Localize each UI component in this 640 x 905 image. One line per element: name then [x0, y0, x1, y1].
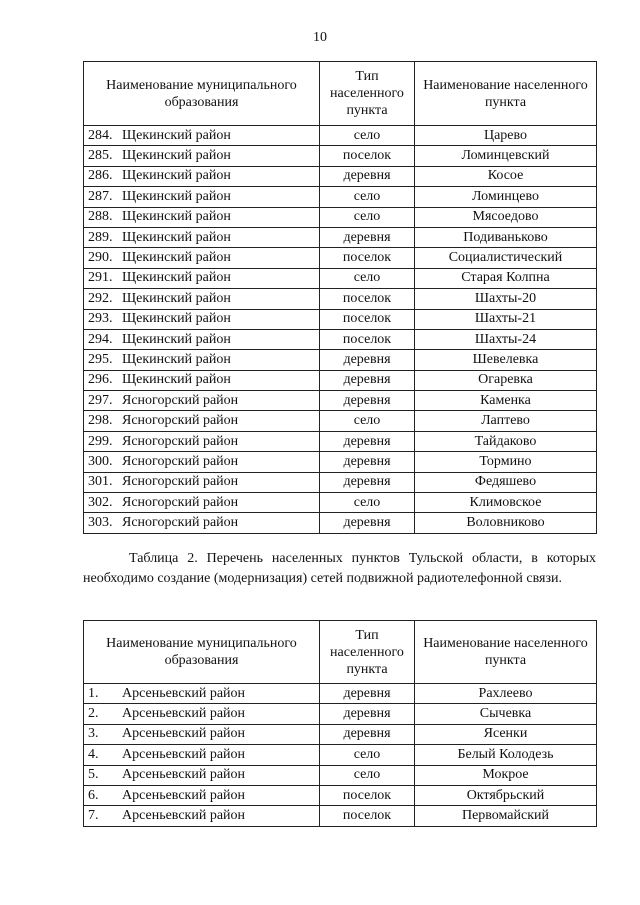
settlement-type-cell: село [320, 126, 415, 146]
row-number: 1. [88, 685, 99, 701]
municipality-cell [84, 227, 320, 247]
table-row [84, 411, 597, 431]
row-number: 289. [88, 229, 113, 245]
settlement-type-cell: поселок [320, 248, 415, 268]
settlement-type-cell: поселок [320, 146, 415, 166]
municipality-name: Щекинский район [122, 148, 231, 164]
settlement-name-cell: Ломинцево [415, 187, 597, 207]
row-number: 290. [88, 250, 113, 266]
settlement-type-cell: деревня [320, 431, 415, 451]
settlement-type-cell: поселок [320, 806, 415, 826]
municipality-cell [84, 248, 320, 268]
table-row [84, 207, 597, 227]
settlements-table-1 [83, 61, 597, 534]
settlement-type-cell: деревня [320, 227, 415, 247]
municipality-name: Щекинский район [122, 351, 231, 367]
municipality-name: Арсеньевский район [122, 787, 246, 803]
municipality-cell [84, 785, 320, 805]
row-number: 302. [88, 494, 113, 510]
table-row [84, 289, 597, 309]
table-header-row [84, 621, 597, 684]
settlement-type-cell: деревня [320, 391, 415, 411]
table-row [84, 513, 597, 533]
settlement-type-cell: деревня [320, 166, 415, 186]
settlement-type-cell: село [320, 207, 415, 227]
municipality-name: Щекинский район [122, 372, 231, 388]
settlement-name-cell: Каменка [415, 391, 597, 411]
settlement-name-cell: Белый Колодезь [415, 745, 597, 765]
header-settlement-type: Тип населенного пункта [320, 62, 415, 126]
table-row [84, 146, 597, 166]
table-row [84, 391, 597, 411]
settlement-name-cell: Социалистический [415, 248, 597, 268]
header-settlement-name: Наименование населенного пункта [415, 621, 597, 684]
row-number: 293. [88, 311, 113, 327]
municipality-name: Щекинский район [122, 331, 231, 347]
settlement-type-cell: поселок [320, 785, 415, 805]
row-number: 284. [88, 127, 113, 143]
municipality-name: Ясногорский район [122, 515, 239, 531]
municipality-name: Щекинский район [122, 168, 231, 184]
municipality-name: Арсеньевский район [122, 685, 246, 701]
settlement-name-cell: Подиваньково [415, 227, 597, 247]
row-number: 7. [88, 808, 99, 824]
settlement-type-cell: село [320, 765, 415, 785]
municipality-cell [84, 684, 320, 704]
table-row [84, 248, 597, 268]
municipality-name: Щекинский район [122, 311, 231, 327]
table-2-caption: Таблица 2. Перечень населенных пунктов Тульской области, в которых необходимо создание (модернизация) сетей подвижной радиотелефонной связи. [83, 551, 596, 586]
table-row [84, 227, 597, 247]
table-row [84, 724, 597, 744]
municipality-cell [84, 350, 320, 370]
settlement-type-cell: деревня [320, 724, 415, 744]
settlement-type-cell: село [320, 187, 415, 207]
settlement-type-cell: село [320, 268, 415, 288]
municipality-name: Ясногорский район [122, 494, 239, 510]
municipality-cell [84, 704, 320, 724]
municipality-name: Ясногорский район [122, 453, 239, 469]
settlement-name-cell: Первомайский [415, 806, 597, 826]
municipality-name: Арсеньевский район [122, 746, 246, 762]
settlement-type-cell: деревня [320, 452, 415, 472]
header-settlement-name: Наименование населенного пункта [415, 62, 597, 126]
settlement-name-cell: Ясенки [415, 724, 597, 744]
row-number: 296. [88, 372, 113, 388]
row-number: 292. [88, 290, 113, 306]
settlement-name-cell: Октябрьский [415, 785, 597, 805]
municipality-cell [84, 166, 320, 186]
table-row [84, 329, 597, 349]
settlement-name-cell: Шевелевка [415, 350, 597, 370]
municipality-name: Ясногорский район [122, 413, 239, 429]
row-number: 3. [88, 726, 99, 742]
row-number: 6. [88, 787, 99, 803]
settlement-name-cell: Тормино [415, 452, 597, 472]
municipality-name: Щекинский район [122, 229, 231, 245]
settlement-name-cell: Шахты-21 [415, 309, 597, 329]
page-number: 10 [313, 30, 327, 45]
table-row [84, 806, 597, 826]
table-row [84, 493, 597, 513]
municipality-name: Щекинский район [122, 188, 231, 204]
municipality-cell [84, 289, 320, 309]
header-municipality: Наименование муниципального образования [84, 621, 320, 684]
table-header-row [84, 62, 597, 126]
row-number: 295. [88, 351, 113, 367]
settlement-name-cell: Федяшево [415, 472, 597, 492]
settlement-name-cell: Мясоедово [415, 207, 597, 227]
municipality-name: Ясногорский район [122, 474, 239, 490]
row-number: 4. [88, 746, 99, 762]
row-number: 286. [88, 168, 113, 184]
table-row [84, 704, 597, 724]
settlement-type-cell: село [320, 411, 415, 431]
table-row [84, 472, 597, 492]
settlement-name-cell: Воловниково [415, 513, 597, 533]
municipality-name: Арсеньевский район [122, 767, 246, 783]
table-row [84, 187, 597, 207]
table-body [84, 684, 597, 827]
municipality-cell [84, 493, 320, 513]
header-municipality: Наименование муниципального образования [84, 62, 320, 126]
municipality-cell [84, 765, 320, 785]
row-number: 300. [88, 453, 113, 469]
municipality-name: Щекинский район [122, 250, 231, 266]
municipality-cell [84, 309, 320, 329]
row-number: 288. [88, 209, 113, 225]
municipality-cell [84, 126, 320, 146]
municipality-cell [84, 806, 320, 826]
municipality-cell [84, 724, 320, 744]
row-number: 303. [88, 515, 113, 531]
row-number: 5. [88, 767, 99, 783]
table-body [84, 126, 597, 534]
settlement-type-cell: поселок [320, 309, 415, 329]
settlement-type-cell: деревня [320, 684, 415, 704]
municipality-name: Щекинский район [122, 270, 231, 286]
settlement-type-cell: деревня [320, 472, 415, 492]
table-row [84, 765, 597, 785]
municipality-name: Ясногорский район [122, 433, 239, 449]
municipality-cell [84, 452, 320, 472]
row-number: 299. [88, 433, 113, 449]
municipality-cell [84, 745, 320, 765]
municipality-cell [84, 411, 320, 431]
settlement-type-cell: село [320, 745, 415, 765]
municipality-cell [84, 187, 320, 207]
settlement-name-cell: Шахты-24 [415, 329, 597, 349]
settlement-name-cell: Сычевка [415, 704, 597, 724]
table-row [84, 370, 597, 390]
municipality-name: Ясногорский район [122, 392, 239, 408]
table-row [84, 452, 597, 472]
settlement-type-cell: деревня [320, 370, 415, 390]
settlement-name-cell: Рахлеево [415, 684, 597, 704]
settlement-type-cell: село [320, 493, 415, 513]
municipality-name: Щекинский район [122, 290, 231, 306]
settlement-type-cell: деревня [320, 513, 415, 533]
row-number: 287. [88, 188, 113, 204]
settlement-name-cell: Шахты-20 [415, 289, 597, 309]
table-row [84, 684, 597, 704]
table-row [84, 268, 597, 288]
municipality-cell [84, 268, 320, 288]
settlement-type-cell: деревня [320, 350, 415, 370]
settlement-name-cell: Ломинцевский [415, 146, 597, 166]
row-number: 2. [88, 706, 99, 722]
settlement-name-cell: Мокрое [415, 765, 597, 785]
municipality-name: Щекинский район [122, 209, 231, 225]
municipality-cell [84, 207, 320, 227]
municipality-name: Арсеньевский район [122, 726, 246, 742]
settlement-name-cell: Царево [415, 126, 597, 146]
table-row [84, 166, 597, 186]
header-settlement-type: Тип населенного пункта [320, 621, 415, 684]
table-row [84, 745, 597, 765]
municipality-cell [84, 146, 320, 166]
municipality-name: Щекинский район [122, 127, 231, 143]
settlement-type-cell: поселок [320, 289, 415, 309]
row-number: 297. [88, 392, 113, 408]
settlement-name-cell: Лаптево [415, 411, 597, 431]
municipality-name: Арсеньевский район [122, 706, 246, 722]
settlement-type-cell: деревня [320, 704, 415, 724]
settlement-name-cell: Огаревка [415, 370, 597, 390]
municipality-cell [84, 329, 320, 349]
settlement-name-cell: Косое [415, 166, 597, 186]
municipality-cell [84, 472, 320, 492]
municipality-cell [84, 391, 320, 411]
table-row [84, 126, 597, 146]
table-row [84, 785, 597, 805]
row-number: 285. [88, 148, 113, 164]
table-row [84, 350, 597, 370]
row-number: 294. [88, 331, 113, 347]
municipality-cell [84, 513, 320, 533]
table-row [84, 309, 597, 329]
municipality-cell [84, 370, 320, 390]
settlements-table-2 [83, 620, 597, 827]
settlement-name-cell: Тайдаково [415, 431, 597, 451]
municipality-cell [84, 431, 320, 451]
table-row [84, 431, 597, 451]
row-number: 291. [88, 270, 113, 286]
settlement-name-cell: Климовское [415, 493, 597, 513]
row-number: 301. [88, 474, 113, 490]
settlement-type-cell: поселок [320, 329, 415, 349]
row-number: 298. [88, 413, 113, 429]
municipality-name: Арсеньевский район [122, 808, 246, 824]
settlement-name-cell: Старая Колпна [415, 268, 597, 288]
